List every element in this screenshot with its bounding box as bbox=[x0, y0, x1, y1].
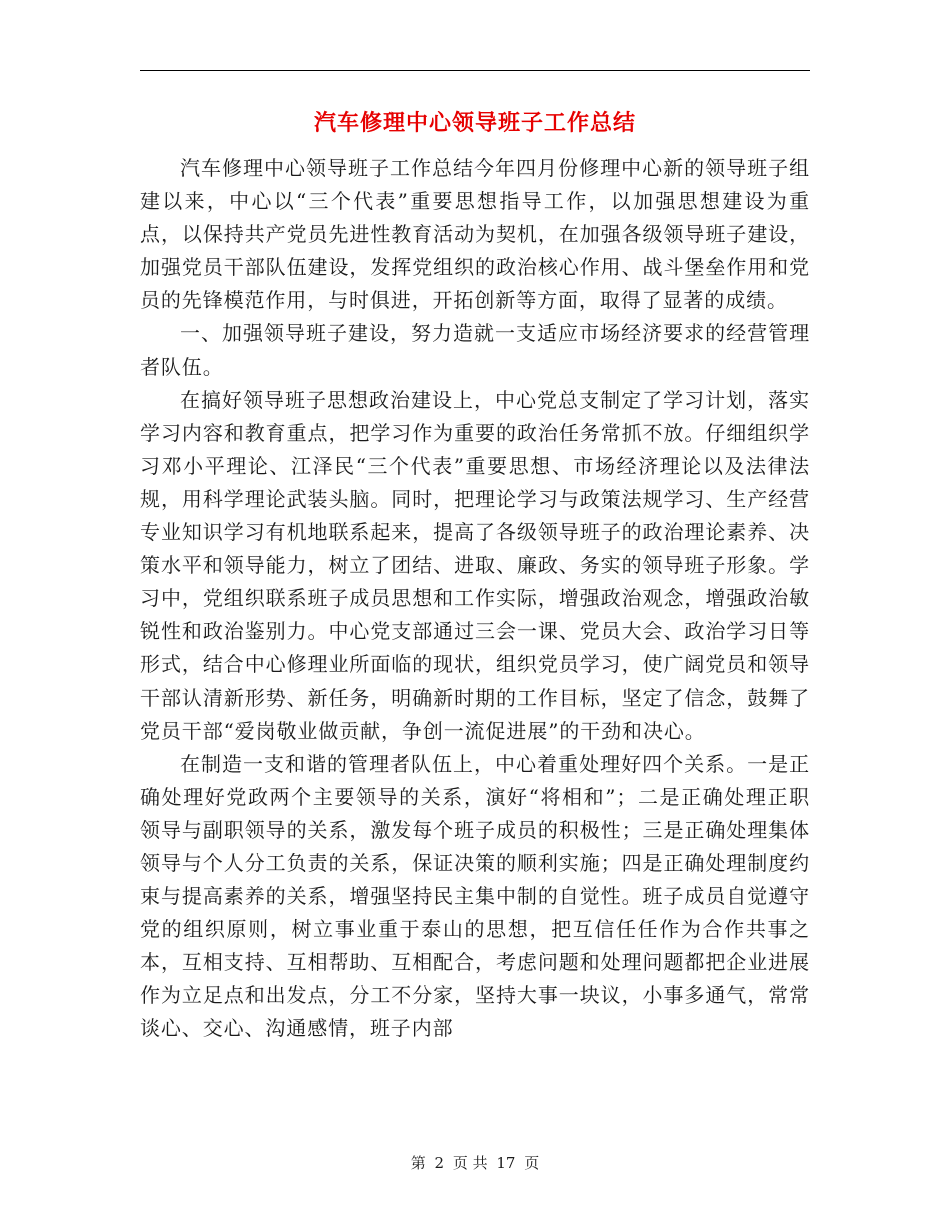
footer-middle: 页 共 bbox=[452, 1154, 488, 1172]
section-heading: 一、加强领导班子建设，努力造就一支适应市场经济要求的经营管理者队伍。 bbox=[140, 321, 810, 379]
paragraph-relations: 在制造一支和谐的管理者队伍上，中心着重处理好四个关系。一是正确处理好党政两个主要领导的关系，演好“将相和”；二是正确处理正职领导与副职领导的关系，激发每个班子成员的积极性；三是正确处理集体领导与个人分工负责的关系，保证决策的顺利实施；四是正确处理制度约束与提高素养的关系，增强坚持民主集中制的自觉性。班子成员自觉遵守党的组织原则，树立事业重于泰山的思想，把互信任任作为合作共事之本，互相支持、互相帮助、互相配合，考虑问题和处理问题都把企业进展作为立足点和出发点，分工不分家，坚持大事一块议，小事多通气，常常谈心、交心、沟通感情，班子内部 bbox=[140, 751, 810, 1041]
footer-prefix: 第 bbox=[410, 1154, 426, 1172]
paragraph-study: 在搞好领导班子思想政治建设上，中心党总支制定了学习计划，落实学习内容和教育重点，把学习作为重要的政治任务常抓不放。仔细组织学习邓小平理论、江泽民“三个代表”重要思想、市场经济理论以及法律法规，用科学理论武装头脑。同时，把理论学习与政策法规学习、生产经营专业知识学习有机地联系起来，提高了各级领导班子的政治理论素养、决策水平和领导能力，树立了团结、进取、廉政、务实的领导班子形象。学习中，党组织联系班子成员思想和工作实际，增强政治观念，增强政治敏锐性和政治鉴别力。中心党支部通过三会一课、党员大会、政治学习日等形式，结合中心修理业所面临的现状，组织党员学习，使广阔党员和领导干部认清新形势、新任务，明确新时期的工作目标，坚定了信念，鼓舞了党员干部“爱岗敬业做贡献，争创一流促进展”的干劲和决心。 bbox=[140, 387, 810, 743]
paragraph-intro: 汽车修理中心领导班子工作总结今年四月份修理中心新的领导班子组建以来，中心以“三个代表”重要思想指导工作，以加强思想建设为重点，以保持共产党员先进性教育活动为契机，在加强各级领导班子建设，加强党员干部队伍建设，发挥党组织的政治核心作用、战斗堡垒作用和党员的先锋模范作用，与时俱进，开拓创新等方面，取得了显著的成绩。 bbox=[140, 156, 810, 313]
footer-page-number: 2 bbox=[434, 1154, 445, 1172]
footer-suffix: 页 bbox=[524, 1154, 540, 1172]
document-body bbox=[140, 152, 810, 1046]
header-rule bbox=[140, 70, 810, 71]
page-footer bbox=[140, 1152, 810, 1174]
document-title: 汽车修理中心领导班子工作总结 bbox=[313, 111, 636, 136]
footer-total-pages: 17 bbox=[496, 1154, 516, 1172]
